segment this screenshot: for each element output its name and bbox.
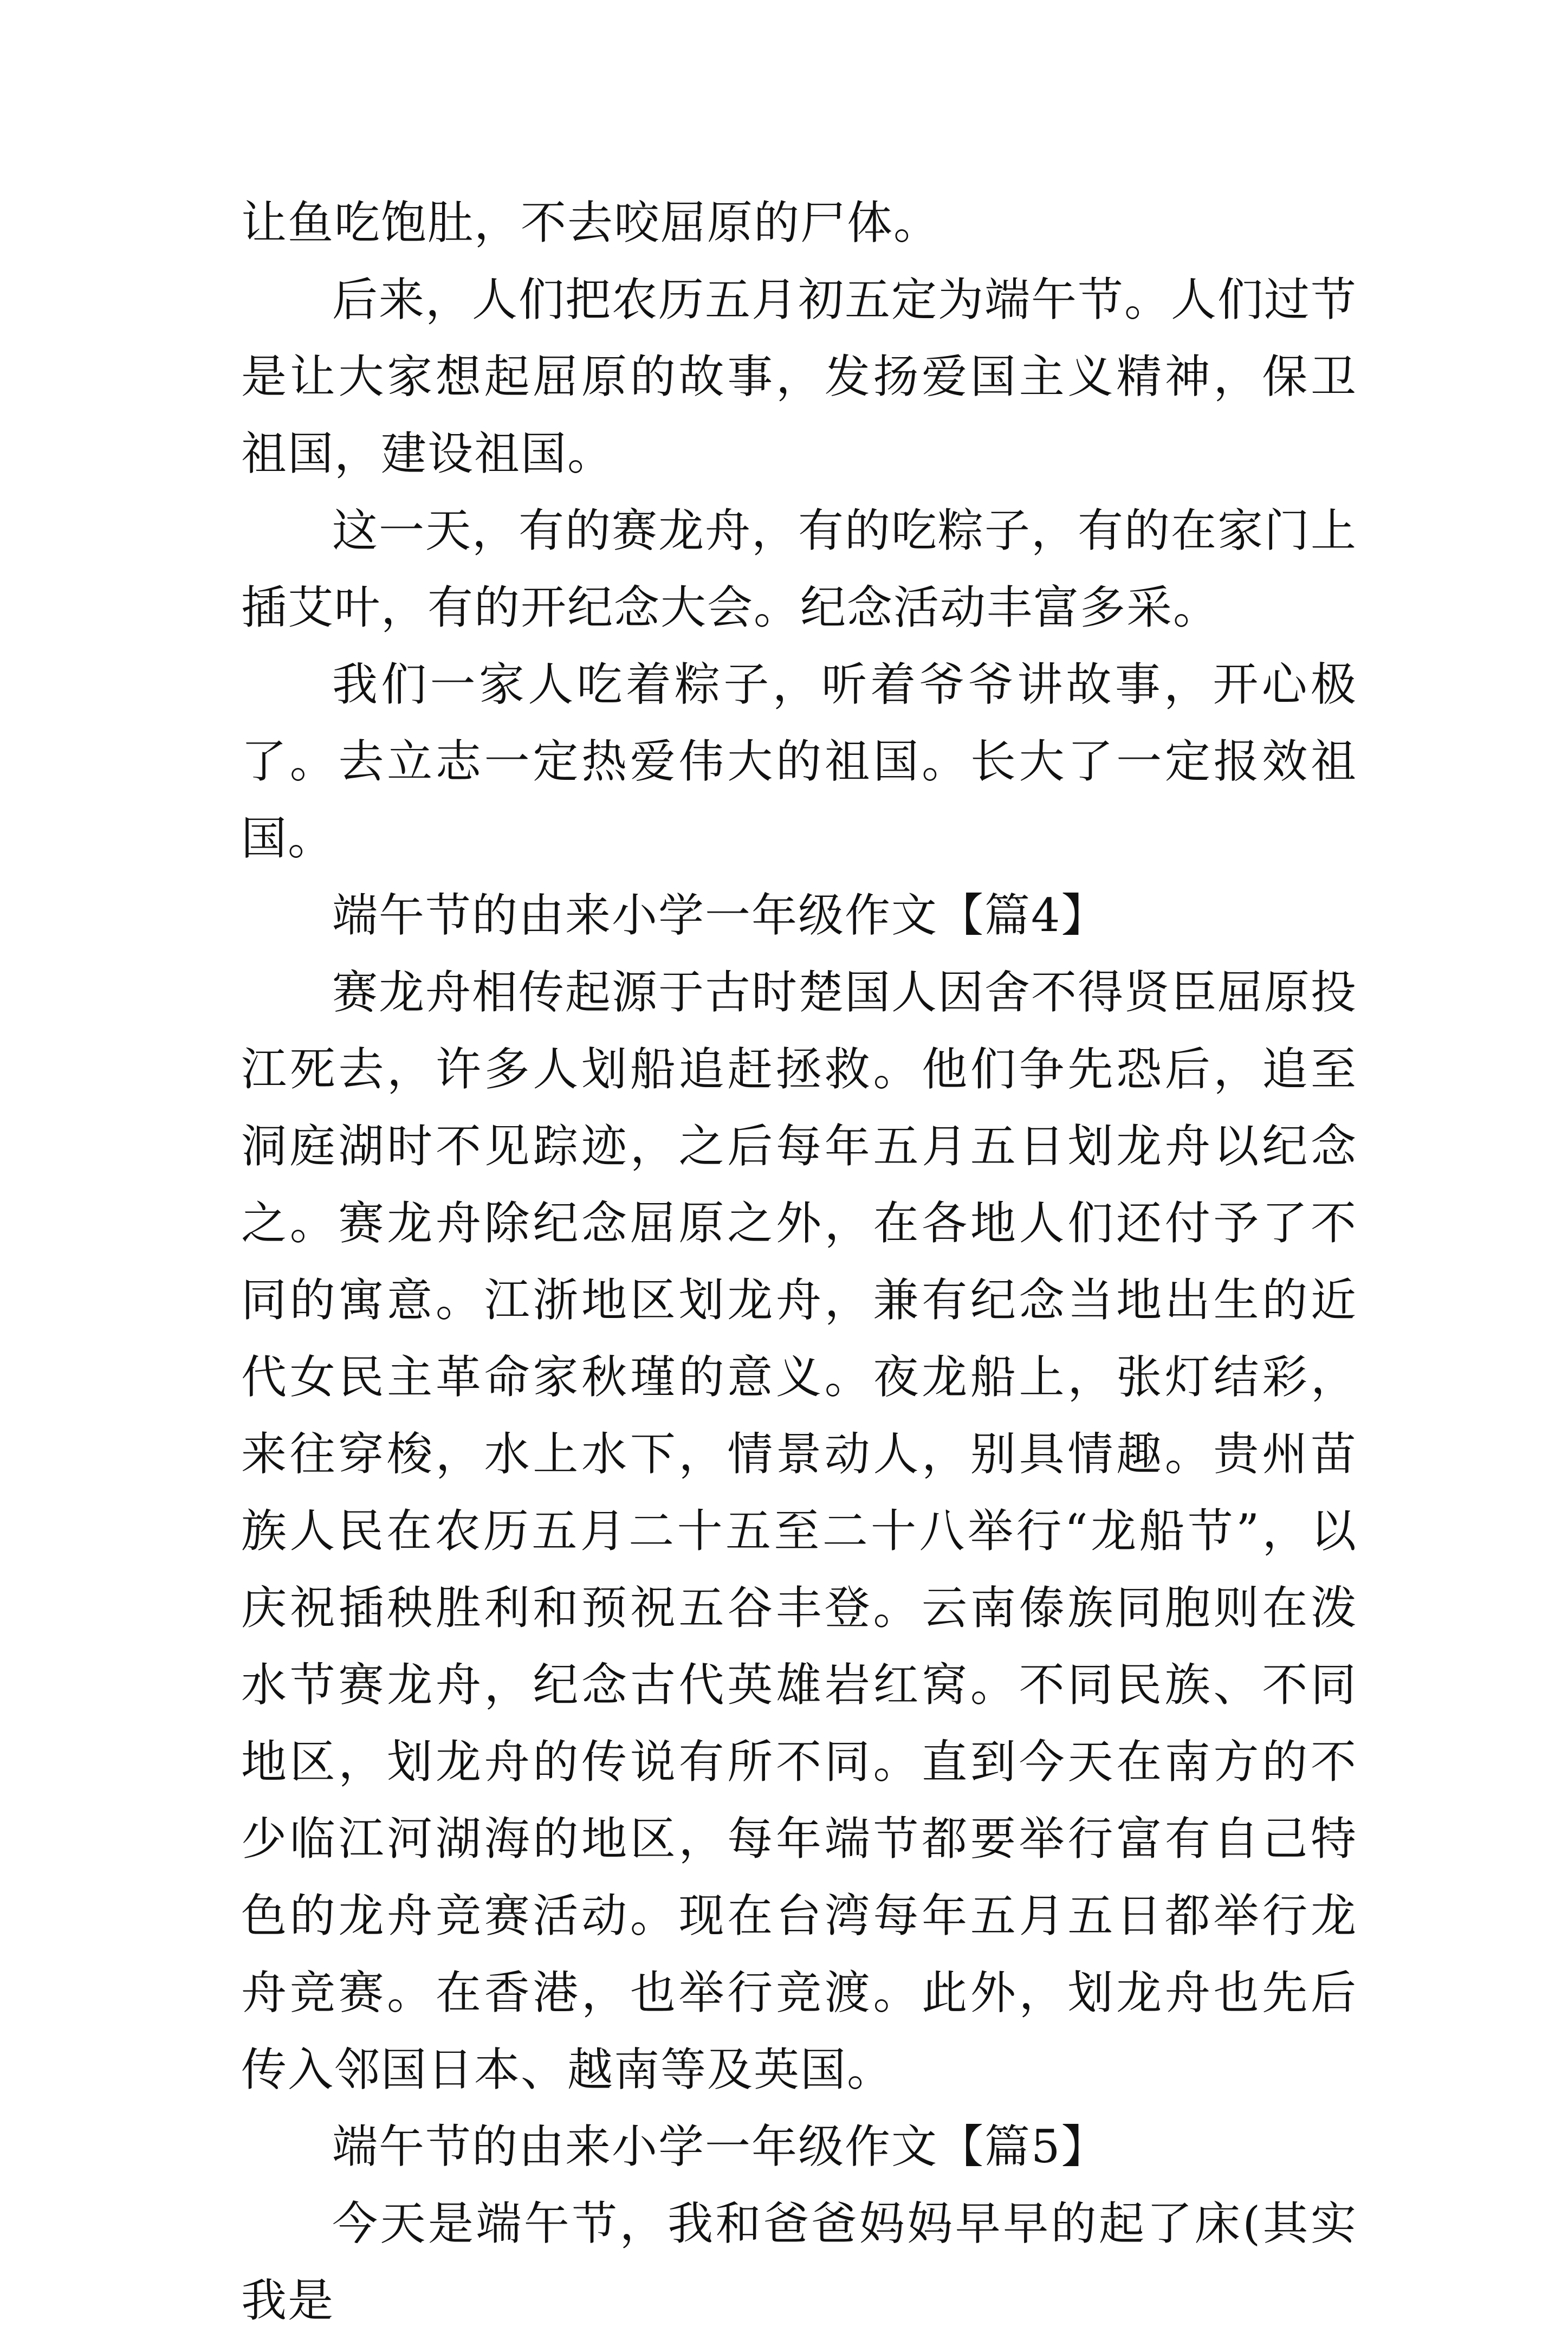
paragraph: 今天是端午节，我和爸爸妈妈早早的起了床(其实我是 <box>241 2197 1357 2327</box>
section-heading: 端午节的由来小学一年级作文【篇5】 <box>332 2120 1108 2173</box>
paragraph: 这一天，有的赛龙舟，有的吃粽子，有的在家门上插艾叶，有的开纪念大会。纪念活动丰富多采。 <box>241 504 1358 634</box>
paragraph: 后来，人们把农历五月初五定为端午节。人们过节是让大家想起屈原的故事，发扬爱国主义精神，保卫祖国，建设祖国。 <box>241 273 1358 480</box>
section-heading: 端午节的由来小学一年级作文【篇4】 <box>332 889 1108 942</box>
paragraph-continuation: 让鱼吃饱肚，不去咬屈原的尸体。 <box>241 196 941 249</box>
document-body <box>241 184 1357 2339</box>
paragraph: 我们一家人吃着粽子，听着爷爷讲故事，开心极了。去立志一定热爱伟大的祖国。长大了一定报效祖国。 <box>241 658 1357 865</box>
paragraph: 赛龙舟相传起源于古时楚国人因舍不得贤臣屈原投江死去，许多人划船追赶拯救。他们争先恐后，追至洞庭湖时不见踪迹，之后每年五月五日划龙舟以纪念之。赛龙舟除纪念屈原之外，在各地人们还付予了不同的寓意。江浙地区划龙舟，兼有纪念当地出生的近代女民主革命家秋瑾的意义。夜龙船上，张灯结彩，来往穿梭，水上水下，情景动人，别具情趣。贵州苗族人民在农历五月二十五至二十八举行“龙船节”，以庆祝插秧胜利和预祝五谷丰登。云南傣族同胞则在泼水节赛龙舟，纪念古代英雄岩红窝。不同民族、不同地区，划龙舟的传说有所不同。直到今天在南方的不少临江河湖海的地区，每年端节都要举行富有自己特色的龙舟竞赛活动。现在台湾每年五月五日都举行龙舟竞赛。在香港，也举行竞渡。此外，划龙舟也先后传入邻国日本、越南等及英国。 <box>241 966 1358 2096</box>
